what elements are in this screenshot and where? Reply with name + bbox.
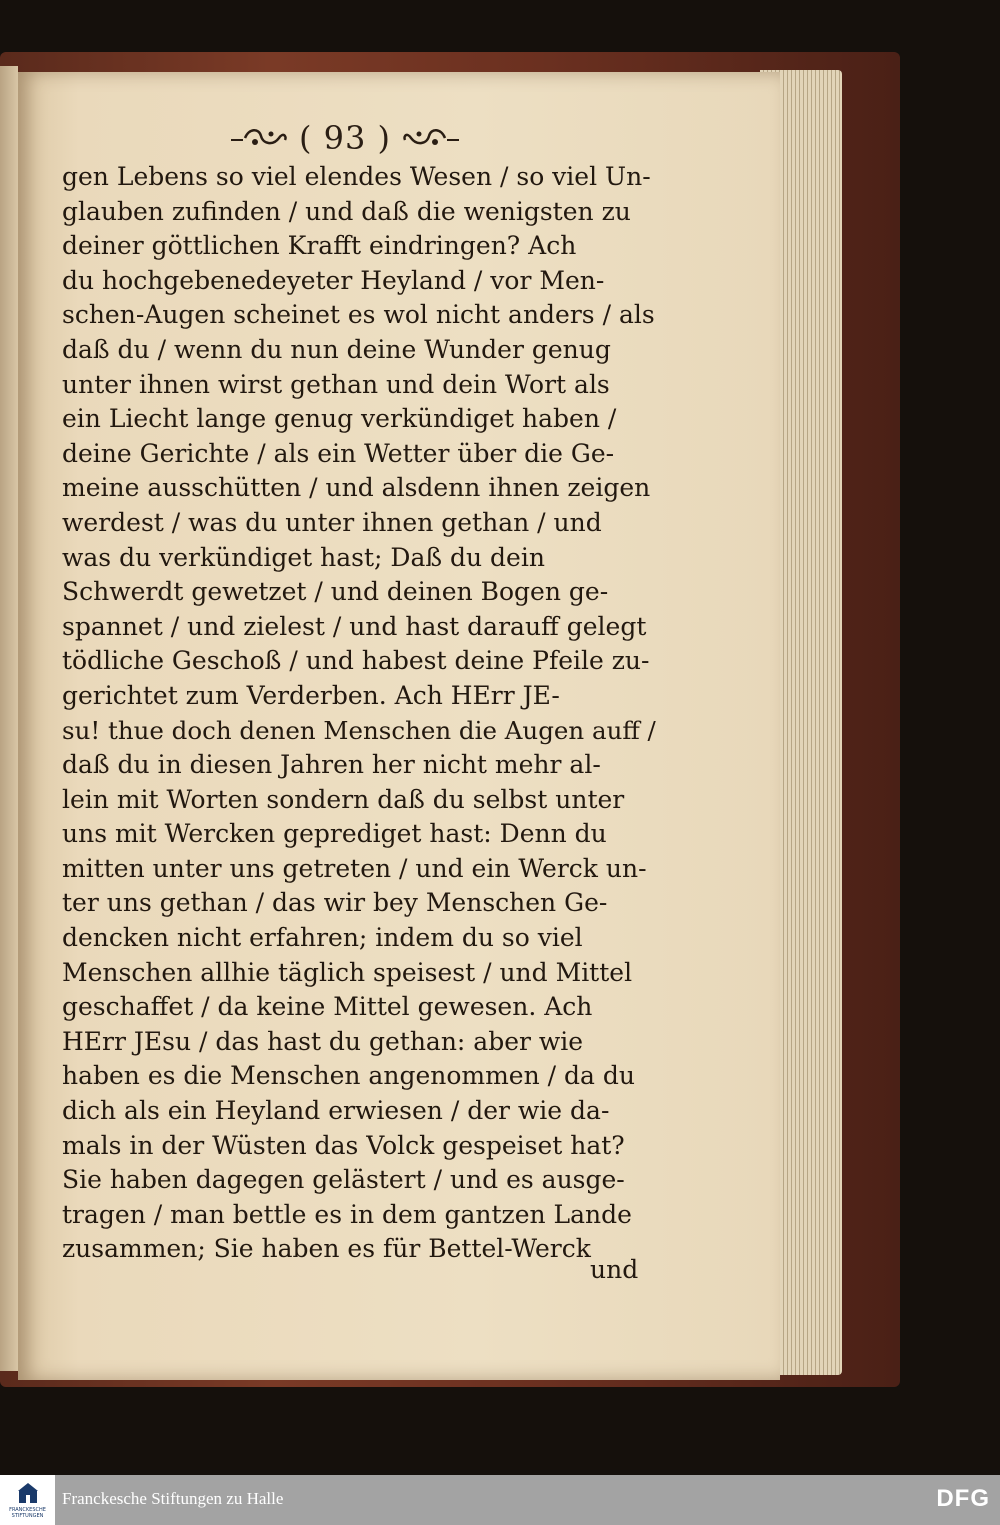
text-line: uns mit Wercken geprediget hast: Denn du — [62, 819, 607, 849]
text-line: gen Lebens so viel elendes Wesen / so viel Un- — [62, 162, 651, 191]
text-line: spannet / und zielest / und hast darauff gelegt — [62, 611, 647, 641]
text-line: Sie haben dagegen gelästert / und es ausge- — [62, 1165, 625, 1195]
text-line: deiner göttlichen Krafft eindringen? Ach — [62, 231, 577, 261]
text-line: meine ausschütten / und alsdenn ihnen zeigen — [62, 473, 651, 503]
text-line: glauben zufinden / und daß die wenigsten zu — [62, 196, 631, 226]
ornament-left-icon — [229, 126, 289, 150]
text-line: geschaffet / da keine Mittel gewesen. Ach — [62, 992, 593, 1022]
text-line: du hochgebenedeyeter Heyland / vor Men- — [62, 265, 605, 295]
text-line: daß du in diesen Jahren her nicht mehr al- — [62, 750, 601, 780]
institution-name: Franckesche Stiftungen zu Halle — [62, 1489, 284, 1508]
text-line: HErr JEsu / das hast du gethan: aber wie — [62, 1026, 584, 1056]
logo-text: FRANCKESCHE STIFTUNGEN — [9, 1507, 46, 1519]
text-line: su! thue doch denen Menschen die Augen auff / — [62, 715, 656, 745]
text-line: tödliche Geschoß / und habest deine Pfeile zu- — [62, 646, 650, 676]
text-line: deine Gerichte / als ein Wetter über die Ge- — [62, 438, 615, 468]
text-line: mitten unter uns getreten / und ein Werck un- — [62, 853, 647, 883]
text-line: haben es die Menschen angenommen / da du — [62, 1061, 635, 1091]
ornament-right-icon — [401, 126, 461, 150]
page-number: ( 93 ) — [298, 119, 392, 157]
text-line: tragen / man bettle es in dem gantzen Lande — [62, 1199, 632, 1229]
building-icon — [17, 1481, 39, 1505]
text-line: Menschen allhie täglich speisest / und Mittel — [62, 957, 633, 987]
page-text — [62, 160, 662, 1267]
text-line: dich als ein Heyland erwiesen / der wie da- — [62, 1096, 610, 1126]
dfg-logo: DFG — [936, 1485, 990, 1512]
text-line: ein Liecht lange genug verkündiget haben / — [62, 404, 617, 434]
text-line: Schwerdt gewetzet / und deinen Bogen ge- — [62, 577, 609, 607]
text-line: unter ihnen wirst gethan und dein Wort als — [62, 369, 610, 399]
text-line: ter uns gethan / das wir bey Menschen Ge- — [62, 888, 608, 918]
text-line: werdest / was du unter ihnen gethan / und — [62, 507, 602, 537]
text-line: zusammen; Sie haben es für Bettel-Werck — [62, 1234, 591, 1264]
text-line: lein mit Worten sondern daß du selbst unter — [62, 784, 625, 814]
text-line: schen-Augen scheinet es wol nicht anders / als — [62, 300, 655, 330]
text-line: dencken nicht erfahren; indem du so viel — [62, 923, 583, 953]
footer-bar — [0, 1475, 1000, 1525]
text-line: daß du / wenn du nun deine Wunder genug — [62, 334, 611, 364]
left-page-edge — [0, 66, 18, 1371]
institution-logo — [0, 1475, 55, 1525]
text-line: mals in der Wüsten das Volck gespeiset hat? — [62, 1130, 625, 1160]
text-line: was du verkündiget hast; Daß du dein — [62, 542, 545, 572]
catchword: und — [590, 1255, 639, 1284]
text-line: gerichtet zum Verderben. Ach HErr JE- — [62, 680, 560, 710]
page-header — [225, 118, 465, 158]
